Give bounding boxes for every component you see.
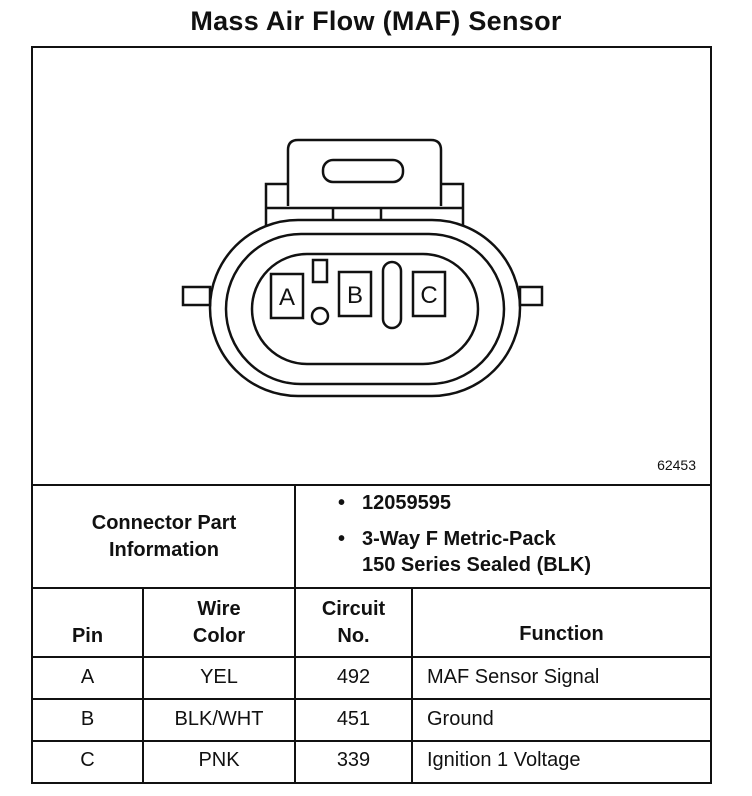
table-cell-circuit: 339 <box>336 749 371 771</box>
connector-diagram <box>33 48 710 484</box>
connector-face-drawing <box>33 48 710 484</box>
description-item: • 3-Way F Metric-Pack 150 Series Sealed (BLK) <box>338 528 591 576</box>
pin-c-label: C <box>420 282 438 309</box>
divider <box>31 484 712 486</box>
connector-info-values <box>338 490 708 578</box>
bullet-icon: • <box>338 492 346 514</box>
bullet-icon: • <box>338 528 346 550</box>
key-slot <box>313 260 327 282</box>
table-cell-wire-color: BLK/WHT <box>174 708 264 730</box>
table-cell-function: Ignition 1 Voltage <box>427 749 581 771</box>
header-wire-color: Wire Color <box>192 598 246 647</box>
divider <box>31 740 712 742</box>
table-cell-circuit: 492 <box>336 666 371 688</box>
left-tab <box>183 287 210 305</box>
divider <box>411 587 413 784</box>
header-circuit: Circuit No. <box>321 598 386 647</box>
table-cell-pin: B <box>80 708 95 730</box>
latch <box>288 140 441 206</box>
table-cell-wire-color: YEL <box>200 666 238 688</box>
table-cell-function: MAF Sensor Signal <box>427 666 600 688</box>
table-cell-wire-color: PNK <box>198 749 240 771</box>
header-function: Function <box>519 623 604 645</box>
latch-slot <box>323 160 403 182</box>
divider <box>31 587 712 589</box>
connector-shell-inner <box>226 234 504 384</box>
figure-id: 62453 <box>657 457 696 473</box>
pin-b-label: B <box>346 282 364 309</box>
page-title: Mass Air Flow (MAF) Sensor <box>190 6 562 36</box>
table-cell-circuit: 451 <box>336 708 371 730</box>
table-cell-pin: C <box>80 749 95 771</box>
right-tab <box>520 287 542 305</box>
header-pin: Pin <box>71 625 104 647</box>
divider <box>31 698 712 700</box>
pin-a-label: A <box>278 284 296 311</box>
separator-rib <box>383 262 401 328</box>
part-number-item: • 12059595 <box>338 492 451 514</box>
connector-info-label: Connector Part Information <box>91 512 237 561</box>
polarization-hole <box>312 308 328 324</box>
divider <box>31 656 712 658</box>
table-cell-pin: A <box>80 666 95 688</box>
table-cell-function: Ground <box>427 708 494 730</box>
